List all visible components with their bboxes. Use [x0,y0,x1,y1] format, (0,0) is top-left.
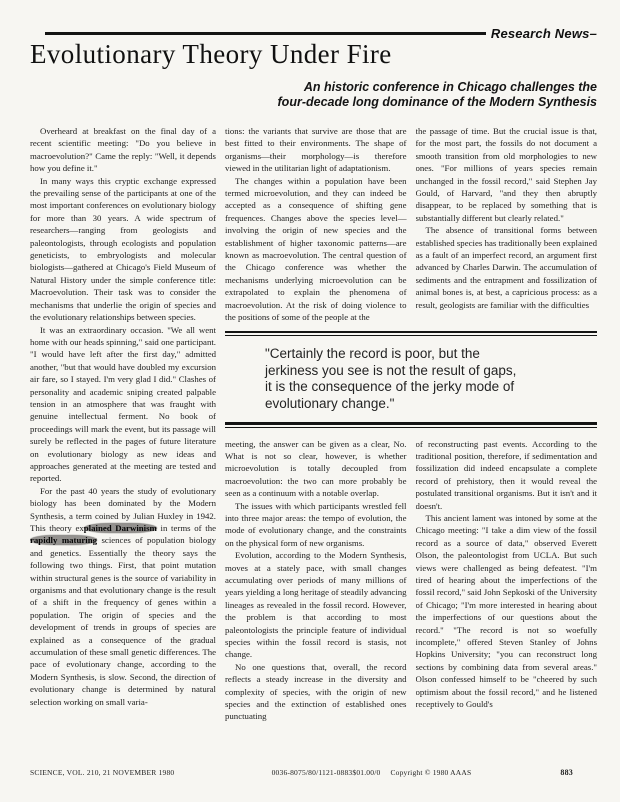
paragraph-overheard: Overheard at breakfast on the final day of a recent scientific meeting: "Do you believe in macroevolution?" Came the reply: "Well, it depends how you define it." [30,126,216,174]
quote-top-rule-thick [225,331,597,334]
subtitle-line-1: An historic conference in Chicago challenges the [303,80,597,94]
body-column-1 [30,125,216,761]
copyright-line [240,768,503,777]
paragraph-modern-synthesis [30,485,216,708]
paragraph-text: sciences of population biology and genetics. Essentially the theory says the following two things. First, that point mutation within structural genes is the source of variability in organisms and that evolutionary change is the result of a shift in the frequency of genes within a population. The origin of species and the development of trends in groups of species are explained as a consequence of the gradual accumulation of these small genetic differences. The pace of evolutionary change, according to the Modern Synthesis, is slow. Second, the direction of evolutionary change is determined by natural selection working on small varia- [30,535,216,707]
paragraph-stately-pace: Evolution, according to the Modern Synthesis, moves at a stately pace, with small changes accumulating over periods of many millions of years yielding a long heritage of steadily advancing lineages as revealed in the fossil record. However, the problem is that according to most paleontologists the principle feature of individual species within the fossil record is stasis, not change. [225,550,407,660]
page-footer [30,768,597,777]
paragraph-variants-continuation: tions: the variants that survive are those that are best fitted to their environments. The shape of organisms—their morphology—is therefore viewed in the utilitarian light of adaptationism. [225,126,407,174]
article-title: Evolutionary Theory Under Fire [30,39,392,69]
paragraph-microevolution: The changes within a population have been termed microevolution, and they can indeed be accepted as a consequence of shifting gene frequences. Changes above the species level—involving the origin of new species and the establishment of higher taxonomic patterns—are known as macroevolution. The central question of the Chicago conference was whether the mechanisms underlying microevolution can be extrapolated to explain the phenomena of macroevolution. At the risk of doing violence to the positions of some of the people at the [225,175,407,323]
issn-code: 0036-8075/80/1121-0883$01.00/0 [271,768,381,777]
pull-quote-line-2: jerkiness you see is not the result of gaps, [265,362,517,378]
ink-smudge: rapidly maturing [30,535,98,546]
paragraph-text: in terms of the [156,523,216,533]
quote-bottom-rule-thin [225,427,597,428]
page-number: 883 [560,768,573,777]
paragraph-ancient-lament: This ancient lament was intoned by some at the Chicago meeting: "I take a dim view of the fossil record as a source of data," observed Everett Olson, the paleontologist from UCLA. But such views were challenged as being defeatest. "I'm tired of hearing about the imperfections of the fossil record," said John Sepkoski of the University of Chicago; "I'm more interested in hearing about the imperfections of our questions about the record." "The record is not so woefully incomplete," offered Steven Stanley of Johns Hopkins University; "you can reconstruct long sections by combining data from several areas." Olson confessed himself to be "cheered by such optimism about the fossil record," and he listened receptively to Gould's [415,512,597,710]
paragraph-meeting-answer-continuation: meeting, the answer can be given as a clear, No. What is not so clear, however, is whether microevolution is totally decoupled from macroevolution: the two can more probably be seen as a continuum with a notable overlap. [225,438,407,499]
pull-quote-line-1: "Certainly the record is poor, but the [265,346,480,361]
columns-below-quote [225,438,597,762]
paragraph-extraordinary-occasion: It was an extraordinary occasion. "We all went home with our heads spinning," said one participant. "I would have left after the first day," admitted another, "but that would have doubled my excursion air fare, so I stayed. I'm very glad I did." Clashes of personality and academic sniping created palpable tension in an atmosphere that was fraught with genuine intellectual ferment. No book of proceedings will mark the event, but its passage will surely be reflected in the pages of future literature on evolutionary biology as new ideas and approaches generated at the meeting are tested and reported. [30,324,216,484]
paragraph-passage-of-time-continuation: the passage of time. But the crucial issue is that, for the most part, the fossils do not document a smooth transition from old morphologies to new ones. "For millions of years species remain unchanged in the fossil record," said Stephen Jay Gould, of Harvard, "and they then abruptly disappear, to be replaced by something that is substantially different but clearly related." [415,126,597,223]
pull-quote-line-4: evolutionary change." [265,395,395,411]
ink-smudge: plained Darwinism [83,523,157,533]
subtitle-line-2: four-decade long dominance of the Modern Synthesis [277,95,597,109]
body-column-3-top [416,125,598,324]
header-rule [45,32,486,35]
quote-bottom-rule-thick [225,422,597,425]
paragraph-no-one-questions: No one questions that, overall, the record reflects a steady increase in the diversity and complexity of species, with the origin of new species and the extinction of established ones punctuating [225,661,407,722]
pull-quote-line-3: it is the consequence of the jerky mode of [265,379,515,394]
columns-above-quote [225,125,597,324]
journal-citation: SCIENCE, VOL. 210, 21 NOVEMBER 1980 [30,768,175,777]
paragraph-three-major-areas: The issues with which participants wrestled fell into three major areas: the tempo of evolution, the mode of evolutionary change, and the constraints on the physical form of new organisms. [225,500,407,548]
paragraph-transitional-forms: The absence of transitional forms between established species has traditionally been explained as a fault of an imperfect record, an argument first advanced by Charles Darwin. The accumulation of sediments and the entrapment and fossilization of animal bones is, at best, a capricious process: as a result, geologists are familiar with the difficulties [415,225,597,310]
pull-quote-text [225,336,597,422]
article-subtitle [278,80,597,110]
paragraph-reconstructing-continuation: of reconstructing past events. According to the traditional position, therefore, if sedimentation and fossilization did indeed encapsulate a complete record of prehistory, then it would reveal the postulated transitional organisms. But it isn't and it doesn't. [415,438,597,511]
body-column-2-top [225,125,407,324]
pull-quote [225,331,597,428]
section-kicker: Research News– [490,26,597,41]
paragraph-text: For the past 40 years the study of evolutionary biology has been dominated by the Modern Synthesis, a term coined by Julian Huxley in 1942. This theory ex [30,485,216,533]
paragraph-cryptic-exchange: In many ways this cryptic exchange expressed the prevailing sense of the participants at one of the most important conferences on evolutionary biology for more than 30 years. A wide spectrum of researchers—ranging from geologists and paleontologists, through ecologists and population geneticists, to embryologists and molecular biologists—gathered at Chicago's Field Museum of Natural History under the simple conference title: Macroevolution. Their task was to consider the mechanisms that underlie the origin of species and the evolutionary relationships between species. [30,175,216,323]
copyright-notice: Copyright © 1980 AAAS [390,768,472,777]
body-column-3-bottom [416,438,598,762]
body-column-2-bottom [225,438,407,762]
article-body [30,125,597,761]
body-columns-2-3 [225,125,597,761]
